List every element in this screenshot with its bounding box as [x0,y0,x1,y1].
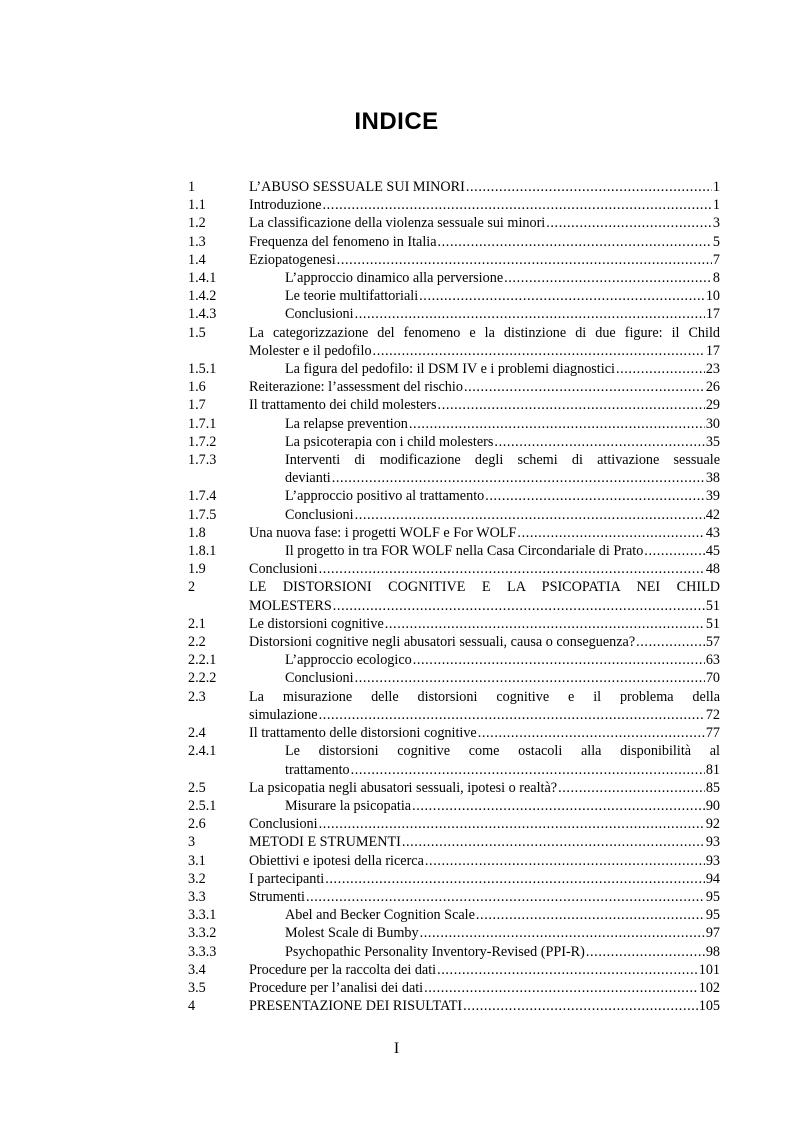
toc-entry-title: Molest Scale di Bumby [285,925,419,942]
toc-entry-page: 90 [705,797,720,814]
toc-entry[interactable] [188,742,720,778]
toc-entry-number: 1.4.3 [188,306,217,323]
leader-dots [504,269,712,287]
toc-entry[interactable] [188,269,720,287]
toc-entry-page: 1 [712,179,720,195]
toc-entry[interactable] [188,542,720,560]
leader-dots [586,943,705,961]
toc-entry[interactable] [188,178,720,196]
toc-entry-title: Conclusioni [249,561,318,578]
toc-entry-page: 51 [705,597,720,614]
toc-entry-title: Procedure per la raccolta dei dati [249,961,437,978]
toc-entry-title: Distorsioni cognitive negli abusatori sessuali, causa o conseguenza? [249,634,636,651]
leader-dots [466,178,712,196]
leader-dots [419,287,705,305]
toc-entry[interactable] [188,633,720,651]
toc-entry-title: Le distorsioni cognitive [249,615,384,632]
toc-entry[interactable] [188,324,720,360]
toc-entry-page: 29 [705,397,720,414]
toc-entry[interactable] [188,415,720,433]
toc-entry-number: 1.3 [188,233,206,250]
leader-dots [333,597,705,615]
toc-entry[interactable] [188,852,720,870]
toc-entry-number: 2.5 [188,779,206,796]
toc-entry-title: Conclusioni [285,506,354,523]
toc-entry-title: L’approccio ecologico [285,652,412,669]
leader-dots [485,487,705,505]
toc-entry[interactable] [188,506,720,524]
toc-entry-number: 3.3 [188,888,206,905]
toc-entry[interactable] [188,997,720,1015]
toc-entry-page: 95 [705,907,720,924]
toc-entry-number: 2.2.1 [188,652,217,669]
leader-dots [413,651,705,669]
toc-entry-number: 1.7.4 [188,488,217,505]
leader-dots [332,469,705,487]
toc-entry-title: L’approccio positivo al trattamento [285,488,485,505]
toc-entry-page: 35 [705,433,720,450]
toc-entry-title: Reiterazione: l’assessment del rischio [249,379,463,396]
leader-dots [355,305,705,323]
toc-entry-number: 2.3 [188,688,206,705]
leader-dots [425,852,705,870]
leader-dots [373,342,705,360]
toc-entry-number: 3.2 [188,870,206,887]
toc-entry-title: La classificazione della violenza sessuale sui minori [249,215,546,232]
toc-entry-title: trattamento [285,761,350,778]
leader-dots [325,870,705,888]
toc-entry-number: 1.6 [188,379,206,396]
toc-entry-page: 26 [705,379,720,396]
leader-dots [319,815,705,833]
toc-entry-page: 10 [705,288,720,305]
toc-entry[interactable] [188,615,720,633]
toc-entry-title-line: Interventi di modificazione degli schemi di attivazione sessuale [285,452,720,469]
toc-entry[interactable] [188,979,720,997]
toc-entry-title-line: Le distorsioni cognitive come ostacoli alla disponibilità al [285,743,720,760]
toc-entry-page: 85 [705,779,720,796]
toc-entry-title: Una nuova fase: i progetti WOLF e For WOLF [249,524,517,541]
toc-entry-title-line: La misurazione delle distorsioni cognitive e il problema della [249,688,720,705]
toc-entry-number: 2.4 [188,725,206,742]
leader-dots [355,669,705,687]
toc-entry-title: Introduzione [249,197,322,214]
toc-entry[interactable] [188,961,720,979]
toc-entry-title: Obiettivi e ipotesi della ricerca [249,852,424,869]
leader-dots [558,779,705,797]
toc-entry-title: Strumenti [249,888,305,905]
toc-entry-number: 1.8.1 [188,543,217,560]
toc-entry-number: 3 [188,834,196,851]
toc-entry-number: 3.3.3 [188,943,217,960]
toc-entry-page: 17 [705,306,720,323]
leader-dots [463,997,698,1015]
toc-entry-title: I partecipanti [249,870,325,887]
leader-dots [494,433,704,451]
toc-entry[interactable] [188,451,720,487]
toc-entry-title: METODI E STRUMENTI [249,834,401,851]
toc-entry-page: 3 [712,215,720,232]
toc-entry-title: La figura del pedofilo: il DSM IV e i problemi diagnostici [285,361,615,378]
toc-entry-page: 95 [705,888,720,905]
leader-dots [616,360,705,378]
toc-entry-title: Conclusioni [285,670,354,687]
toc-entry-page: 98 [705,943,720,960]
toc-entry-title: La psicopatia negli abusatori sessuali, ipotesi o realtà? [249,779,558,796]
toc-entry-page: 38 [705,470,720,487]
toc-entry-title-line: LE DISTORSIONI COGNITIVE E LA PSICOPATIA NEI CHILD [249,579,720,596]
leader-dots [476,906,705,924]
toc-entry-page: 48 [705,561,720,578]
toc-entry-title: L’approccio dinamico alla perversione [285,270,504,287]
leader-dots [478,724,705,742]
toc-entry-number: 4 [188,998,196,1015]
toc-entry[interactable] [188,524,720,542]
toc-entry-page: 94 [705,870,720,887]
toc-entry[interactable] [188,833,720,851]
toc-entry-number: 1.7 [188,397,206,414]
toc-entry-page: 43 [705,524,720,541]
toc-entry-number: 2.1 [188,615,206,632]
leader-dots [636,633,705,651]
toc-entry-title: devianti [285,470,331,487]
toc-entry-page: 70 [705,670,720,687]
toc-entry-number: 3.3.2 [188,925,217,942]
toc-entry-title: PRESENTAZIONE DEI RISULTATI [249,998,463,1015]
leader-dots [351,761,705,779]
toc-entry-number: 1.2 [188,215,206,232]
toc-entry-number: 3.3.1 [188,907,217,924]
toc-entry[interactable] [188,487,720,505]
toc-entry[interactable] [188,233,720,251]
toc-entry-number: 1.7.3 [188,452,217,469]
toc-entry-title: La psicoterapia con i child molesters [285,433,494,450]
leader-dots [306,888,705,906]
toc-entry-page: 17 [705,342,720,359]
toc-entry[interactable] [188,870,720,888]
toc-entry-page: 45 [705,543,720,560]
toc-entry-page: 30 [705,415,720,432]
toc-entry-number: 2.4.1 [188,743,217,760]
toc-entry-title: Frequenza del fenomeno in Italia [249,233,437,250]
toc-entry-page: 51 [705,615,720,632]
toc-entry-page: 93 [705,852,720,869]
toc-entry[interactable] [188,305,720,323]
toc-entry-number: 2.2 [188,634,206,651]
toc-entry-number: 3.1 [188,852,206,869]
toc-entry[interactable] [188,724,720,742]
toc-entry-page: 105 [698,998,720,1015]
leader-dots [409,415,705,433]
leader-dots [319,560,705,578]
toc-entry[interactable] [188,578,720,614]
toc-entry-number: 1.9 [188,561,206,578]
toc-entry-page: 8 [712,270,720,287]
toc-entry-number: 1.8 [188,524,206,541]
toc-entry-page: 72 [705,706,720,723]
toc-entry[interactable] [188,797,720,815]
leader-dots [402,833,705,851]
leader-dots [437,961,698,979]
toc-entry-page: 102 [698,979,720,996]
toc-entry-number: 1.5 [188,324,206,341]
toc-entry-page: 92 [705,816,720,833]
toc-entry-number: 3.5 [188,979,206,996]
toc-entry-number: 1.4.1 [188,270,217,287]
toc-entry-title: Misurare la psicopatia [285,797,412,814]
toc-entry-title: Molester e il pedofilo [249,342,372,359]
toc-entry[interactable] [188,287,720,305]
leader-dots [546,214,712,232]
toc-entry-title: Le teorie multifattoriali [285,288,419,305]
toc-entry[interactable] [188,396,720,414]
toc-entry-title: Il progetto in tra FOR WOLF nella Casa Circondariale di Prato [285,543,644,560]
leader-dots [385,615,705,633]
toc-entry[interactable] [188,943,720,961]
toc-entry-number: 2.6 [188,816,206,833]
toc-entry[interactable] [188,378,720,396]
toc-entry-page: 23 [705,361,720,378]
toc-entry-title: simulazione [249,706,318,723]
toc-entry-number: 1.5.1 [188,361,217,378]
leader-dots [424,979,698,997]
toc-entry-title: Conclusioni [249,816,318,833]
toc-entry-title: MOLESTERS [249,597,332,614]
page-title: INDICE [354,108,439,135]
toc-entry-number: 1.4.2 [188,288,217,305]
toc-entry-number: 1.1 [188,197,206,214]
toc-entry-number: 2.2.2 [188,670,217,687]
toc-entry-title: Eziopatogenesi [249,251,336,268]
toc-entry-number: 2 [188,579,196,596]
leader-dots [420,924,705,942]
toc-entry-number: 1.7.1 [188,415,217,432]
toc-entry-page: 101 [698,961,720,978]
leader-dots [438,233,712,251]
toc-entry-page: 81 [705,761,720,778]
toc-entry[interactable] [188,651,720,669]
toc-entry-page: 7 [712,251,720,268]
toc-entry-page: 93 [705,834,720,851]
toc-entry[interactable] [188,669,720,687]
page-number: I [393,1040,400,1057]
leader-dots [412,797,705,815]
toc-entry[interactable] [188,815,720,833]
toc-entry-number: 1 [188,179,196,195]
toc-entry-title: Psychopathic Personality Inventory-Revised (PPI-R) [285,943,585,960]
toc-entry-title: Procedure per l’analisi dei dati [249,979,424,996]
toc-entry[interactable] [188,688,720,724]
toc-entry[interactable] [188,888,720,906]
toc-entry-title: La relapse prevention [285,415,408,432]
toc-entry-page: 5 [712,233,720,250]
toc-entry-number: 1.7.5 [188,506,217,523]
toc-entry[interactable] [188,433,720,451]
leader-dots [355,506,705,524]
toc-entry-title: Il trattamento delle distorsioni cognitive [249,725,477,742]
toc-entry-page: 39 [705,488,720,505]
toc-entry-number: 3.4 [188,961,206,978]
leader-dots [319,706,705,724]
toc-entry-page: 57 [705,634,720,651]
leader-dots [323,196,712,214]
leader-dots [644,542,705,560]
toc-entry-number: 1.4 [188,251,206,268]
toc-entry-page: 97 [705,925,720,942]
toc-entry-number: 2.5.1 [188,797,217,814]
toc-entry[interactable] [188,779,720,797]
toc-entry[interactable] [188,196,720,214]
toc-entry[interactable] [188,924,720,942]
toc-entry-page: 77 [705,725,720,742]
toc-entry[interactable] [188,360,720,378]
leader-dots [337,251,712,269]
toc-entry[interactable] [188,214,720,232]
toc-entry-title: Il trattamento dei child molesters [249,397,437,414]
toc-entry-number: 1.7.2 [188,433,217,450]
table-of-contents [188,178,720,1015]
toc-entry-title: Conclusioni [285,306,354,323]
toc-entry-page: 63 [705,652,720,669]
toc-entry[interactable] [188,906,720,924]
toc-entry-title: Abel and Becker Cognition Scale [285,907,475,924]
leader-dots [517,524,704,542]
toc-entry[interactable] [188,560,720,578]
toc-entry-title: L’ABUSO SESSUALE SUI MINORI [249,179,465,195]
toc-entry-page: 42 [705,506,720,523]
toc-entry-page: 1 [712,197,720,214]
toc-entry[interactable] [188,251,720,269]
toc-entry-title-line: La categorizzazione del fenomeno e la distinzione di due figure: il Child [249,324,720,341]
leader-dots [438,396,705,414]
leader-dots [464,378,705,396]
